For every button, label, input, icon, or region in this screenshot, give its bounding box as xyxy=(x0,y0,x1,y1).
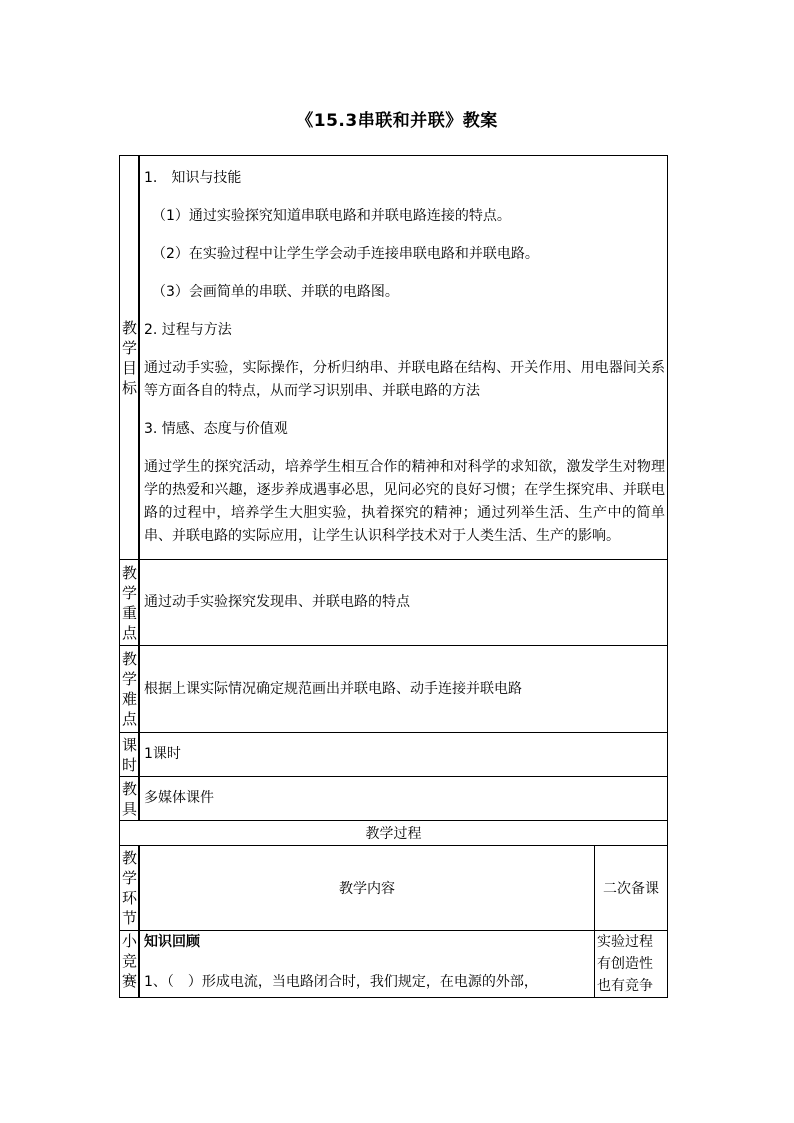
tools-text: 多媒体课件 xyxy=(140,777,668,821)
objectives-label-text: 教学目标 xyxy=(121,318,137,397)
difficulty-row xyxy=(120,646,668,733)
difficulty-text: 根据上课实际情况确定规范画出并联电路、动手连接并联电路 xyxy=(140,646,668,733)
hours-label: 课时 xyxy=(120,733,140,777)
objectives-label xyxy=(120,156,140,560)
objectives-row xyxy=(120,156,668,560)
review-heading: 知识回顾 xyxy=(144,934,200,950)
difficulty-label: 教学难点 xyxy=(120,646,140,733)
process-row xyxy=(120,931,668,998)
lesson-plan-table xyxy=(119,155,668,998)
notes-column-header: 二次备课 xyxy=(595,846,668,931)
attitude-heading: 3. 情感、态度与价值观 xyxy=(144,421,288,437)
process-section-row xyxy=(120,821,668,846)
page-title: 《15.3串联和并联》教案 xyxy=(296,111,498,131)
hours-text: 1课时 xyxy=(140,733,668,777)
knowledge-heading: 1. 知识与技能 xyxy=(144,170,242,186)
tools-label: 教具 xyxy=(120,777,140,821)
knowledge-item-3: （3）会画简单的串联、并联的电路图。 xyxy=(152,284,399,300)
knowledge-item-1: （1）通过实验探究知道串联电路和并联电路连接的特点。 xyxy=(152,208,511,224)
process-section-title: 教学过程 xyxy=(120,821,668,846)
process-text: 通过动手实验，实际操作，分析归纳串、并联电路在结构、开关作用、用电器间关系等方面各自的特点，从而学习识别串、并联电路的方法 xyxy=(144,360,665,399)
knowledge-item-2: （2）在实验过程中让学生学会动手连接串联电路和并联电路。 xyxy=(152,246,539,262)
question-line: 1、（ ）形成电流，当电路闭合时，我们规定，在电源的外部， xyxy=(144,974,538,990)
stage-label: 小竞赛 xyxy=(120,931,140,998)
stage-column-header: 教学环节 xyxy=(120,846,140,931)
process-content xyxy=(140,931,595,998)
key-point-row xyxy=(120,560,668,646)
key-point-text: 通过动手实验探究发现串、并联电路的特点 xyxy=(140,560,668,646)
process-header-row xyxy=(120,846,668,931)
attitude-text: 通过学生的探究活动，培养学生相互合作的精神和对科学的求知欲，激发学生对物理学的热爱和兴趣，逐步养成遇事必思，见问必究的良好习惯；在学生探究串、并联电路的过程中，培养学生大胆实验，执着探究的精神；通过列举生活、生产中的简单串、并联电路的实际应用，让学生认识科学技术对于人类生活、生产的影响。 xyxy=(144,459,665,544)
notes-text: 实验过程有创造性也有竞争 xyxy=(595,931,668,998)
content-column-header: 教学内容 xyxy=(140,846,595,931)
hours-row xyxy=(120,733,668,777)
objectives-content xyxy=(140,156,668,560)
process-heading: 2. 过程与方法 xyxy=(144,322,232,338)
key-point-label: 教学重点 xyxy=(120,560,140,646)
tools-row xyxy=(120,777,668,821)
